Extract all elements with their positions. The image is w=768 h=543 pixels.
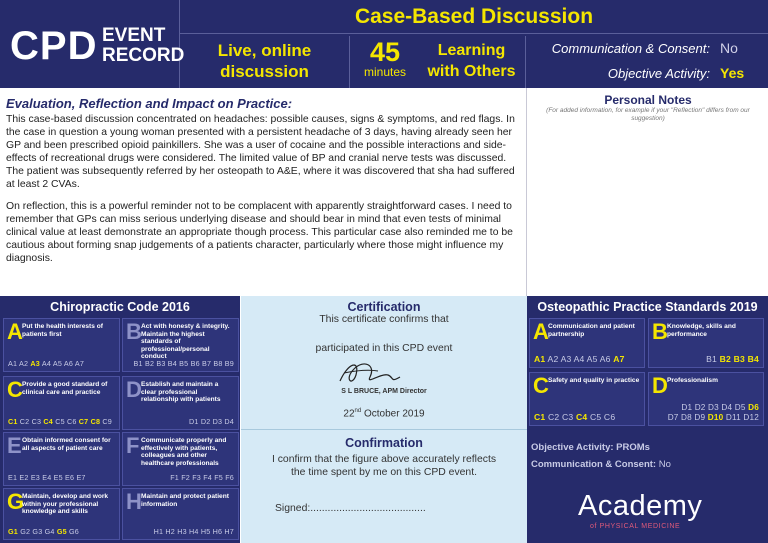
code-h2: H2: [165, 527, 176, 536]
code-a1: A1: [8, 359, 18, 368]
date-day: 22: [343, 408, 355, 420]
duration-value: 45: [369, 37, 401, 67]
academy-logo: Academy: [578, 490, 703, 522]
communication-label: Communication & Consent:: [551, 41, 710, 56]
code-c6: C6: [603, 412, 616, 422]
chiro-letter-b: B: [126, 319, 142, 344]
chiro-letter-a: A: [7, 319, 23, 344]
format-line-2: discussion: [220, 62, 309, 81]
code-a5: A5: [586, 354, 598, 364]
objective-flag: [608, 65, 744, 81]
communication-value: No: [720, 40, 738, 56]
code-c2: C2: [547, 412, 560, 422]
osteo-codes-d-row2: [668, 413, 759, 422]
code-a6: A6: [63, 359, 74, 368]
chiro-box-g: [3, 488, 120, 540]
code-g3: G3: [32, 527, 43, 536]
chiro-box-a: [3, 318, 120, 372]
osteo-codes-d-row1: [681, 403, 759, 412]
record-label: RECORD: [102, 45, 185, 66]
event-format: [180, 36, 350, 88]
chiro-letter-e: E: [7, 433, 22, 458]
osteo-text-b: Knowledge, skills and performance: [667, 323, 736, 338]
cpd-logo-text: CPD: [10, 24, 98, 68]
code-d5: D5: [734, 403, 746, 412]
code-h7: H7: [224, 527, 234, 536]
learning-line-2: with Others: [427, 63, 516, 80]
code-b3: B3: [156, 359, 166, 368]
code-d7: D7: [667, 413, 679, 422]
cpd-logo-block: [0, 0, 185, 88]
osteo-letter-d: D: [652, 373, 668, 398]
director-name: S L BRUCE, APM Director: [341, 388, 427, 395]
certification-line-2: participated in this CPD event: [315, 343, 453, 354]
chiro-codes-e: [8, 473, 86, 482]
code-b3: B3: [733, 354, 746, 364]
osteo-letter-c: C: [533, 373, 549, 398]
evaluation-heading: Evaluation, Reflection and Impact on Practice:: [6, 96, 293, 111]
confirmation-title-wrap: [241, 436, 527, 450]
chiro-text-d: Establish and maintain a clear professional relationship with patients: [141, 381, 221, 404]
osteo-codes-b: [706, 354, 759, 364]
code-b4: B4: [747, 354, 759, 364]
code-c3: C3: [561, 412, 574, 422]
code-h4: H4: [189, 527, 199, 536]
certificate-date: [241, 408, 527, 419]
learning-line-1: Learning: [437, 42, 506, 59]
code-a4: A4: [41, 359, 52, 368]
code-d1: D1: [189, 417, 199, 426]
header-flags: [527, 36, 768, 88]
code-f1: F1: [170, 473, 179, 482]
personal-notes-subtext: (For added information, for example if your "Reflection" differs from our suggestion): [546, 107, 750, 122]
duration: [352, 36, 418, 88]
code-a7: A7: [74, 359, 85, 368]
code-c5: C5: [589, 412, 602, 422]
osteo-box-b: [648, 318, 764, 368]
code-e2: E2: [19, 473, 29, 482]
code-e1: E1: [8, 473, 18, 482]
chiro-text-a: Put the health interests of patients first: [22, 323, 103, 338]
osteo-text-d: Professionalism: [667, 377, 718, 384]
code-b2: B2: [719, 354, 732, 364]
code-g6: G6: [69, 527, 80, 536]
code-c4: C4: [575, 412, 588, 422]
code-b8: B8: [213, 359, 223, 368]
event-record-label: [102, 26, 184, 66]
chiro-letter-g: G: [7, 489, 25, 514]
communication-consent-line: [531, 459, 671, 470]
chiro-codes-f: [170, 473, 234, 482]
learning-type: [418, 36, 526, 88]
osteo-comm-value: No: [658, 459, 671, 470]
event-label: EVENT: [102, 25, 166, 46]
code-c9: C9: [102, 417, 112, 426]
confirmation-title: Confirmation: [345, 436, 423, 450]
code-d9: D9: [694, 413, 706, 422]
code-e7: E7: [76, 473, 86, 482]
code-e5: E5: [53, 473, 63, 482]
osteo-letter-b: B: [652, 319, 668, 344]
confirmation-line-2: the time spent by me on this CPD event.: [291, 467, 477, 478]
page-title: Case-Based Discussion: [180, 0, 768, 34]
chiro-letter-h: H: [126, 489, 142, 514]
certification-line-1: This certificate confirms that: [319, 314, 449, 325]
code-b2: B2: [144, 359, 155, 368]
code-g2: G2: [20, 527, 31, 536]
code-a7: A7: [613, 354, 625, 364]
code-a1: A1: [534, 354, 546, 364]
code-a5: A5: [52, 359, 63, 368]
evaluation-paragraph-2: On reflection, this is a powerful reminder not to be complacent with apparently straightforward cases. I need to remember that GPs can miss serious underlying disease and should bear in mind that even tests of minimal clinical value at least demonstrate an appropriate though process. This particular case also reminded me to be cautious about forming snap judgements of a patients character, particularly where those might influence my diagnosis.: [6, 201, 513, 264]
chiropractic-title: Chiropractic Code 2016: [50, 300, 190, 314]
chiro-text-b: Act with honesty & integrity. Maintain the highest standards of professional/personal conduct: [141, 323, 230, 361]
chiro-letter-c: C: [7, 377, 23, 402]
confirmation-line-1: I confirm that the figure above accurately reflects: [271, 454, 497, 465]
code-a2: A2: [19, 359, 29, 368]
evaluation-paragraph-1: This case-based discussion concentrated on headaches: possible causes, signs & symptoms, and red flags. In the case in question a young woman presented with a persistent headache of 3 days, having already seen her GP and been prescribed opioid painkillers. She was a user of cocaine and the possible interactions and side-effects of recreational drugs were considered. The limited value of BP and cranial nerve tests was discussed. The patient was subsequently referred by her osteopath to A&E, where it was discovered that sha had suffered at least 2 CVAs.: [6, 114, 515, 190]
code-g1: G1: [8, 527, 18, 536]
chiro-box-f: [122, 432, 239, 486]
objective-value: Yes: [720, 65, 745, 81]
code-c8: C8: [90, 417, 101, 426]
personal-notes-heading: Personal Notes: [604, 93, 692, 107]
code-b7: B7: [201, 359, 212, 368]
chiro-box-e: [3, 432, 120, 486]
code-b9: B9: [224, 359, 234, 368]
code-c3: C3: [31, 417, 42, 426]
code-c4: C4: [43, 417, 53, 426]
chiro-codes-a: [8, 359, 84, 368]
code-d4: D4: [224, 417, 234, 426]
code-g4: G4: [44, 527, 55, 536]
code-h3: H3: [177, 527, 187, 536]
chiro-box-b: [122, 318, 239, 372]
code-d1: D1: [681, 403, 693, 412]
code-d6: D6: [748, 403, 759, 412]
code-c5: C5: [55, 417, 65, 426]
code-d11: D11: [725, 413, 741, 422]
code-d10: D10: [707, 413, 724, 422]
chiro-box-h: [122, 488, 239, 540]
chiro-text-e: Obtain informed consent for all aspects of patient care: [22, 437, 111, 452]
code-a2: A2: [547, 354, 559, 364]
osteo-text-a: Communication and patient partnership: [548, 323, 635, 338]
code-e3: E3: [30, 473, 41, 482]
osteopathic-title: Osteopathic Practice Standards 2019: [537, 300, 758, 314]
evaluation-section: [0, 88, 527, 296]
code-d4: D4: [721, 403, 733, 412]
duration-unit: minutes: [363, 65, 407, 79]
code-a4: A4: [573, 354, 585, 364]
chiro-codes-b: [134, 359, 234, 368]
code-c2: C2: [19, 417, 30, 426]
code-f6: F6: [225, 473, 234, 482]
date-rest: October 2019: [361, 408, 425, 420]
code-f3: F3: [192, 473, 201, 482]
code-a6: A6: [599, 354, 611, 364]
code-b1: B1: [706, 354, 718, 364]
osteo-letter-a: A: [533, 319, 549, 344]
chiro-text-g: Maintain, develop and work within your professional knowledge and skills: [22, 493, 109, 516]
code-d2: D2: [200, 417, 211, 426]
chiro-text-h: Maintain and protect patient information: [141, 493, 229, 508]
objective-label: Objective Activity:: [607, 66, 710, 81]
communication-flag: [552, 40, 744, 56]
code-d3: D3: [708, 403, 719, 412]
code-h5: H5: [200, 527, 211, 536]
format-line-1: Live, online: [217, 41, 312, 60]
director-signature: [330, 355, 430, 389]
code-c1: C1: [534, 412, 546, 422]
osteo-comm-label: Communication & Consent:: [531, 459, 657, 470]
chiro-letter-d: D: [126, 377, 142, 402]
osteo-box-c: [529, 372, 645, 426]
chiro-letter-f: F: [126, 433, 140, 458]
code-c1: C1: [8, 417, 18, 426]
osteo-codes-a: [534, 354, 625, 364]
chiro-codes-h: [154, 527, 234, 536]
signature-line: Signed:........................................: [275, 503, 426, 514]
osteo-text-c: Safety and quality in practice: [548, 377, 640, 384]
osteo-box-d: [648, 372, 764, 426]
code-e4: E4: [42, 473, 52, 482]
osteo-codes-c: [534, 412, 615, 422]
date-suffix: nd: [354, 408, 362, 414]
code-g5: G5: [56, 527, 67, 536]
chiro-text-c: Provide a good standard of clinical care and practice: [22, 381, 108, 396]
code-b5: B5: [179, 359, 189, 368]
code-d2: D2: [694, 403, 706, 412]
certification-title-wrap: [241, 300, 527, 314]
code-c6: C6: [66, 417, 77, 426]
certification-title: Certification: [347, 300, 421, 314]
code-f4: F4: [203, 473, 212, 482]
chiro-box-d: [122, 376, 239, 430]
academy-logo-subtitle: of PHYSICAL MEDICINE: [590, 523, 681, 530]
code-b6: B6: [190, 359, 200, 368]
code-h6: H6: [212, 527, 223, 536]
code-d12: D12: [743, 413, 759, 422]
objective-activity-line: Objective Activity: PROMs: [531, 442, 650, 453]
code-e6: E6: [65, 473, 75, 482]
osteo-box-a: [529, 318, 645, 368]
chiro-codes-c: [8, 417, 112, 426]
code-d8: D8: [681, 413, 692, 422]
personal-notes-section: [528, 88, 768, 296]
code-d3: D3: [212, 417, 223, 426]
chiro-codes-d: [189, 417, 234, 426]
chiro-text-f: Communicate properly and effectively with patients, colleagues and other healthcare professionals: [141, 437, 227, 467]
chiro-codes-g: [8, 527, 79, 536]
code-h1: H1: [153, 527, 164, 536]
code-a3: A3: [560, 354, 572, 364]
code-b4: B4: [167, 359, 177, 368]
certification-divider: [241, 429, 527, 430]
code-f5: F5: [214, 473, 223, 482]
code-a3: A3: [30, 359, 41, 368]
code-b1: B1: [133, 359, 143, 368]
chiro-box-c: [3, 376, 120, 430]
code-c7: C7: [78, 417, 89, 426]
code-f2: F2: [181, 473, 190, 482]
